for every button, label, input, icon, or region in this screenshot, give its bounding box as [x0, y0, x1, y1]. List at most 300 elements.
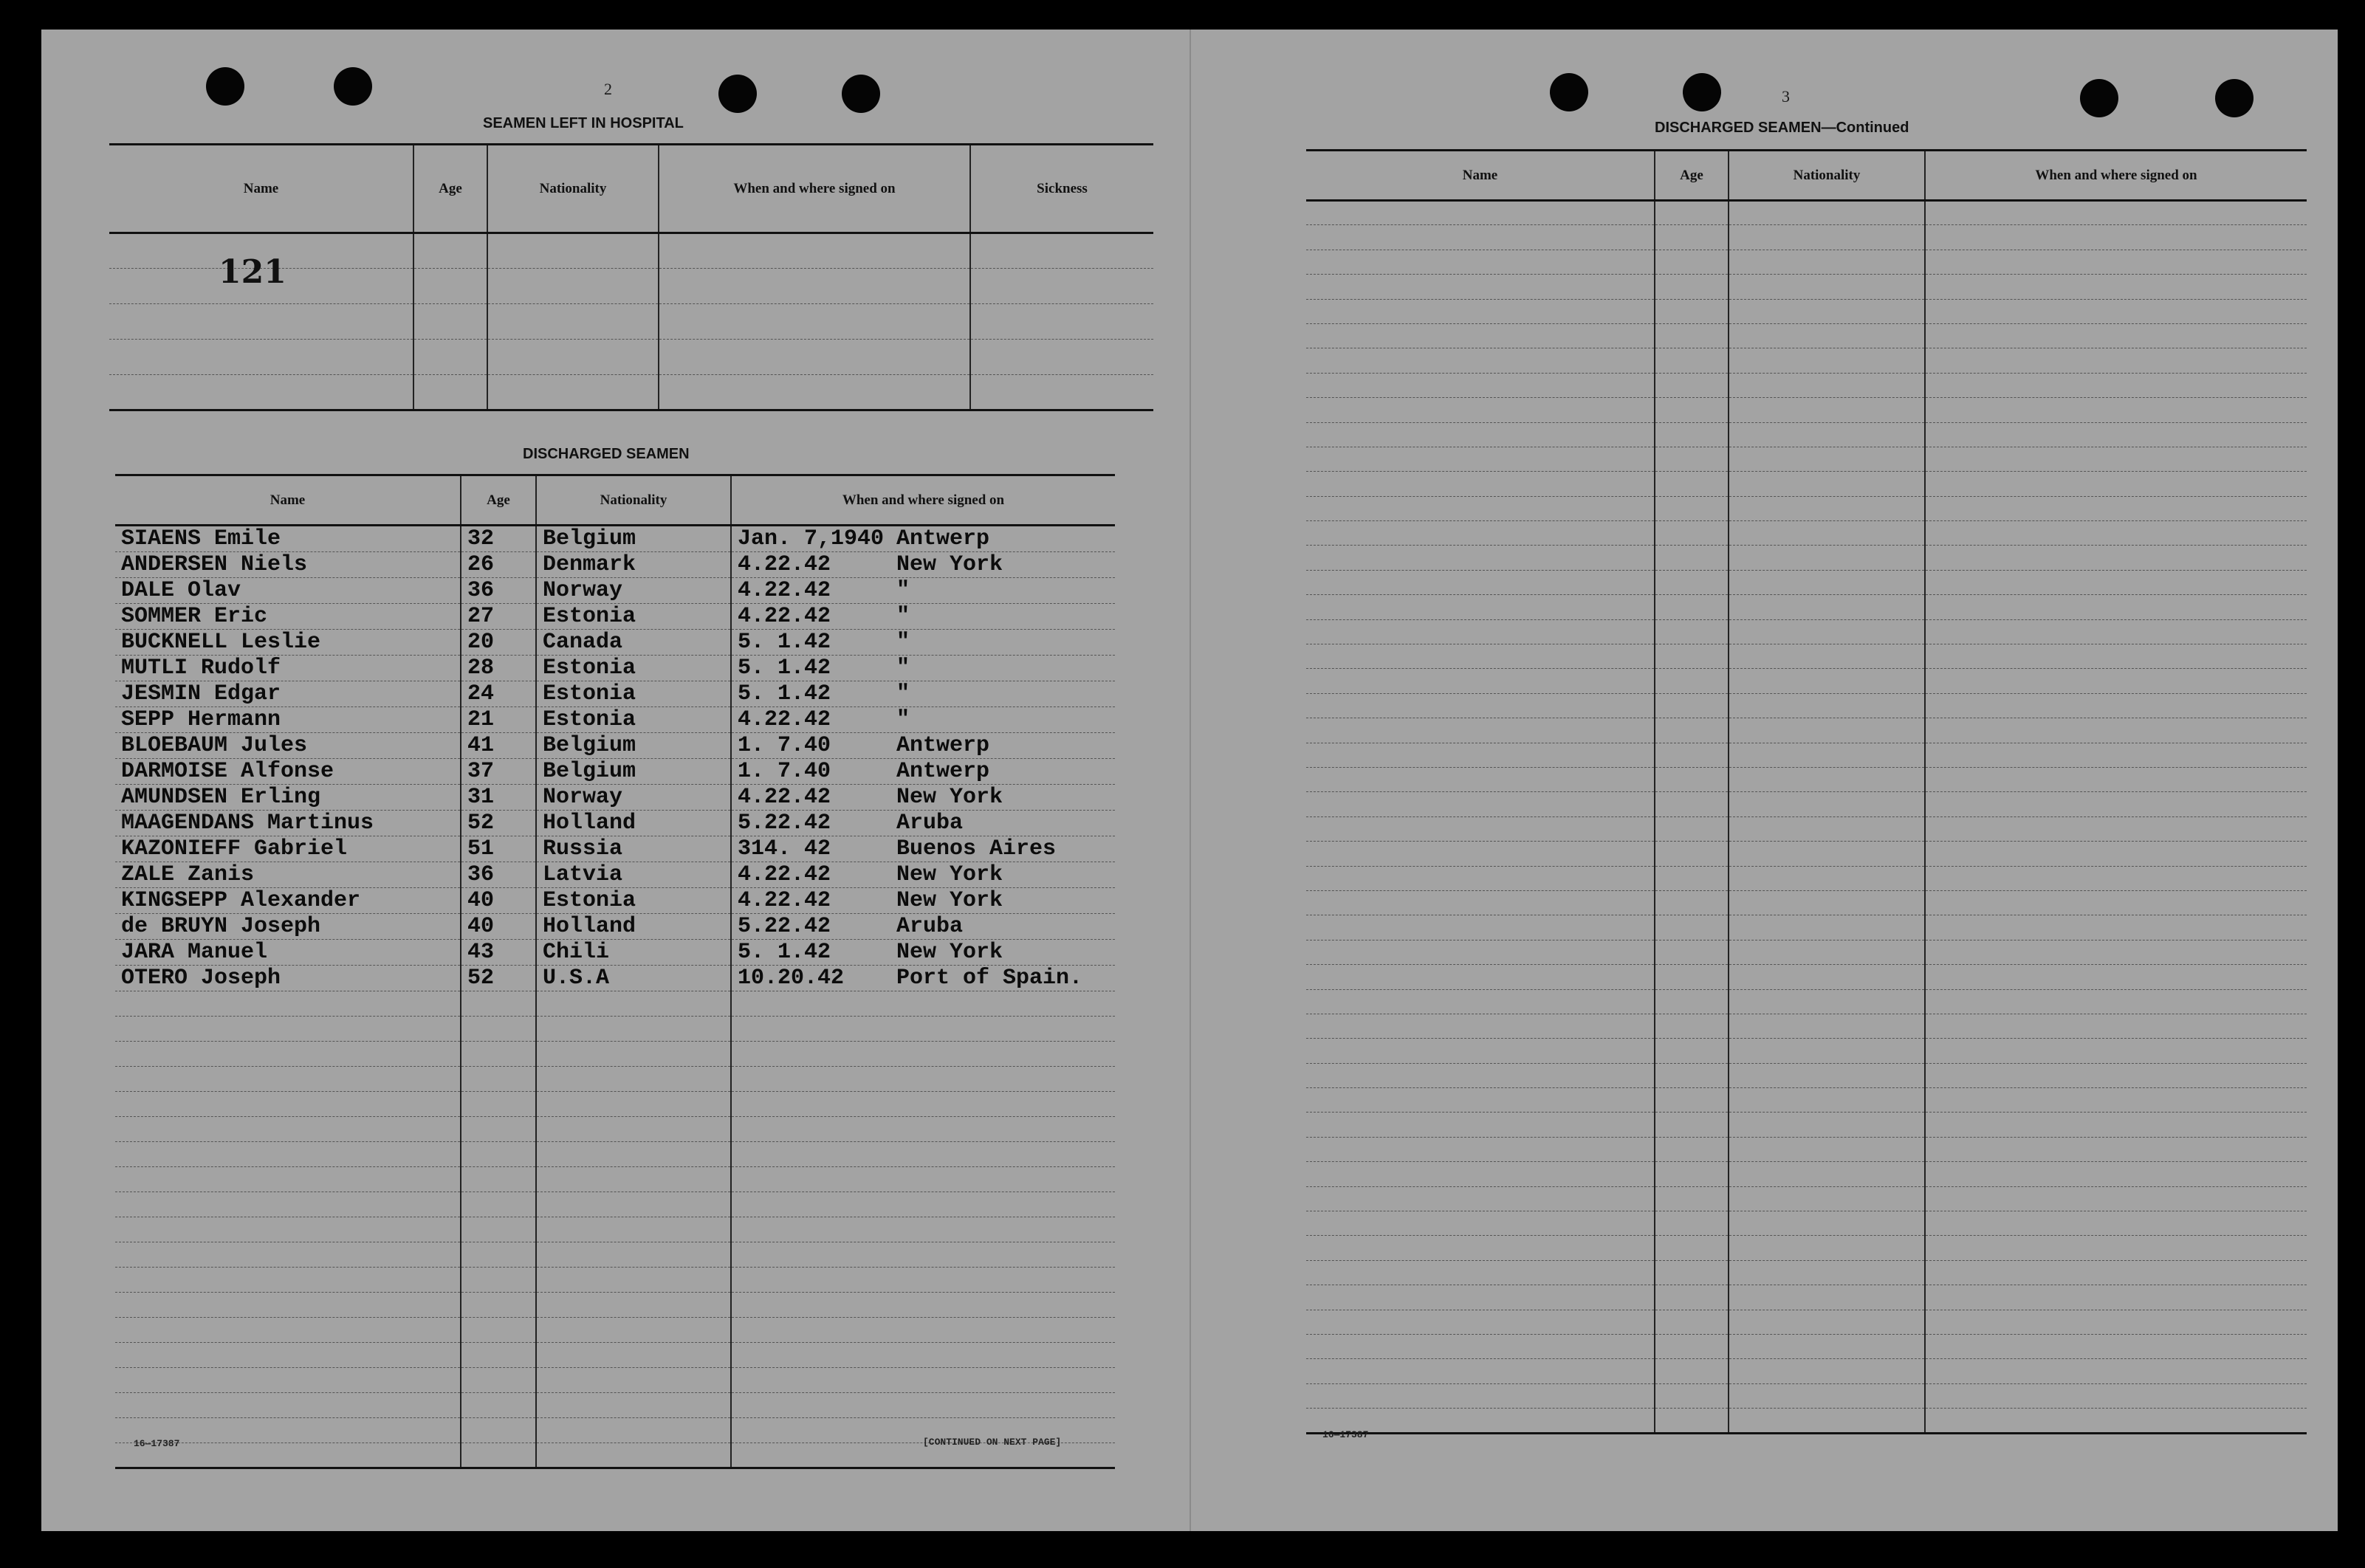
blank-cell [1729, 940, 1925, 964]
seaman-name: DARMOISE Alfonse [115, 759, 461, 785]
seaman-nationality: Estonia [536, 604, 731, 630]
seaman-name: SEPP Hermann [115, 707, 461, 733]
punch-hole [2215, 79, 2254, 117]
seaman-age: 28 [461, 656, 536, 681]
col-age: Age [461, 475, 536, 526]
blank-cell [1925, 965, 2307, 989]
seaman-nationality: Estonia [536, 681, 731, 707]
blank-cell [1729, 1063, 1925, 1087]
blank-cell [1729, 1211, 1925, 1236]
blank-cell [1306, 1162, 1655, 1186]
blank-cell [461, 1092, 536, 1117]
blank-cell [1306, 570, 1655, 594]
blank-row [1306, 792, 2307, 816]
blank-cell [1306, 1285, 1655, 1310]
blank-cell [1655, 323, 1729, 348]
blank-cell [461, 1443, 536, 1468]
seaman-signed-on [731, 811, 1115, 836]
blank-row [1306, 1310, 2307, 1334]
blank-cell [1655, 1260, 1729, 1285]
blank-cell [1655, 965, 1729, 989]
blank-row [1306, 890, 2307, 915]
blank-cell [461, 1017, 536, 1042]
blank-cell [1729, 1113, 1925, 1137]
blank-row [1306, 1409, 2307, 1433]
blank-cell [115, 1017, 461, 1042]
seaman-name: AMUNDSEN Erling [115, 785, 461, 811]
blank-row [115, 1042, 1115, 1067]
signed-place: Aruba [896, 811, 964, 836]
blank-cell [461, 1042, 536, 1067]
table-row [115, 914, 1115, 940]
blank-cell [1655, 348, 1729, 373]
signed-place: " [896, 707, 910, 732]
signed-place: New York [896, 862, 1003, 887]
seaman-name: MAAGENDANS Martinus [115, 811, 461, 836]
blank-row [1306, 521, 2307, 546]
seaman-name: KINGSEPP Alexander [115, 888, 461, 914]
signed-date: 5.22.42 [738, 811, 831, 836]
col-age: Age [1655, 151, 1729, 201]
left-page [41, 30, 1190, 1531]
blank-row [1306, 1285, 2307, 1310]
blank-row [1306, 915, 2307, 940]
signed-place: Port of Spain. [896, 966, 1083, 991]
blank-row [1306, 1137, 2307, 1161]
seaman-signed-on [731, 966, 1115, 991]
signed-place: " [896, 604, 910, 629]
blank-cell [1925, 201, 2307, 225]
blank-cell [1306, 348, 1655, 373]
blank-cell [1729, 1236, 1925, 1260]
blank-cell [1925, 1039, 2307, 1063]
blank-cell [1729, 422, 1925, 447]
form-number: 16—17387 [1322, 1429, 1369, 1440]
blank-cell [1655, 1014, 1729, 1038]
discharged-table [115, 474, 1115, 1469]
blank-cell [731, 1042, 1115, 1067]
blank-cell [731, 1117, 1115, 1142]
col-signed-on: When and where signed on [731, 475, 1115, 526]
seaman-age: 52 [461, 966, 536, 991]
signed-date: 1. 7.40 [738, 733, 831, 758]
seaman-signed-on [731, 604, 1115, 630]
blank-cell [536, 1318, 731, 1343]
blank-row [115, 1242, 1115, 1268]
seaman-signed-on [731, 785, 1115, 811]
blank-cell [1729, 890, 1925, 915]
blank-cell [536, 1343, 731, 1368]
blank-cell [1655, 1137, 1729, 1161]
blank-cell [461, 1343, 536, 1368]
punch-hole [334, 67, 372, 106]
blank-cell [115, 1192, 461, 1217]
blank-cell [1925, 743, 2307, 767]
seaman-nationality: Norway [536, 578, 731, 604]
table-row [115, 759, 1115, 785]
blank-row [115, 1368, 1115, 1393]
signed-date: 4.22.42 [738, 888, 831, 913]
blank-cell [536, 1418, 731, 1443]
blank-cell [1306, 1039, 1655, 1063]
blank-cell [1655, 718, 1729, 743]
table-row [115, 966, 1115, 991]
blank-row [1306, 718, 2307, 743]
blank-row [1306, 373, 2307, 397]
blank-cell [1655, 201, 1729, 225]
blank-cell [536, 1092, 731, 1117]
blank-row [1306, 842, 2307, 866]
blank-cell [115, 1242, 461, 1268]
seaman-age: 52 [461, 811, 536, 836]
col-nationality: Nationality [536, 475, 731, 526]
blank-row [1306, 1014, 2307, 1038]
blank-cell [1306, 1186, 1655, 1211]
blank-cell [461, 1368, 536, 1393]
blank-cell [1925, 447, 2307, 471]
seaman-signed-on [731, 578, 1115, 604]
seaman-age: 26 [461, 552, 536, 578]
blank-cell [1306, 373, 1655, 397]
blank-row [1306, 1211, 2307, 1236]
blank-cell [1925, 669, 2307, 693]
blank-cell [115, 1117, 461, 1142]
blank-cell [1729, 275, 1925, 299]
blank-cell [1925, 1359, 2307, 1383]
blank-row [1306, 398, 2307, 422]
col-signed-on: When and where signed on [659, 145, 970, 233]
blank-cell [1729, 201, 1925, 225]
blank-cell [731, 1293, 1115, 1318]
seaman-nationality: Belgium [536, 759, 731, 785]
blank-cell [1655, 1285, 1729, 1310]
blank-cell [731, 1242, 1115, 1268]
blank-cell [1729, 1409, 1925, 1433]
seaman-age: 21 [461, 707, 536, 733]
blank-cell [1655, 1063, 1729, 1087]
seaman-signed-on [731, 862, 1115, 888]
hospital-section-title: SEAMEN LEFT IN HOSPITAL [483, 115, 684, 131]
blank-cell [1925, 767, 2307, 791]
seaman-name: SIAENS Emile [115, 526, 461, 552]
blank-cell [1655, 1039, 1729, 1063]
seaman-name: KAZONIEFF Gabriel [115, 836, 461, 862]
signed-date: 5. 1.42 [738, 681, 831, 706]
blank-cell [1655, 570, 1729, 594]
blank-row [115, 991, 1115, 1017]
blank-cell [1306, 472, 1655, 496]
seaman-age: 51 [461, 836, 536, 862]
blank-cell [115, 1343, 461, 1368]
col-age: Age [413, 145, 487, 233]
col-sickness: Sickness [970, 145, 1153, 233]
table-row [115, 707, 1115, 733]
blank-cell [1655, 989, 1729, 1014]
blank-cell [1729, 1260, 1925, 1285]
blank-row [1306, 1063, 2307, 1087]
blank-cell [1306, 422, 1655, 447]
blank-cell [1729, 915, 1925, 940]
blank-cell [461, 1293, 536, 1318]
blank-cell [536, 1368, 731, 1393]
blank-row [1306, 1236, 2307, 1260]
signed-place: Buenos Aires [896, 836, 1057, 862]
right-page [1190, 30, 2338, 1531]
table-row [115, 681, 1115, 707]
blank-cell [1729, 1359, 1925, 1383]
seaman-nationality: U.S.A [536, 966, 731, 991]
blank-cell [1655, 792, 1729, 816]
blank-row [115, 1343, 1115, 1368]
blank-row [115, 1268, 1115, 1293]
seaman-nationality: Canada [536, 630, 731, 656]
signed-date: 1. 7.40 [738, 759, 831, 784]
blank-cell [731, 1142, 1115, 1167]
punch-hole [2080, 79, 2118, 117]
blank-cell [1729, 1039, 1925, 1063]
seaman-nationality: Belgium [536, 733, 731, 759]
blank-cell [461, 1242, 536, 1268]
blank-cell [1925, 1014, 2307, 1038]
blank-cell [731, 1017, 1115, 1042]
table-row [115, 578, 1115, 604]
col-nationality: Nationality [487, 145, 659, 233]
blank-row [1306, 644, 2307, 669]
blank-cell [1306, 989, 1655, 1014]
blank-cell [461, 1268, 536, 1293]
blank-cell [115, 1393, 461, 1418]
seaman-age: 24 [461, 681, 536, 707]
blank-cell [1306, 816, 1655, 841]
blank-cell [1306, 1014, 1655, 1038]
blank-cell [1925, 718, 2307, 743]
blank-cell [536, 991, 731, 1017]
blank-row [115, 1017, 1115, 1042]
blank-cell [1306, 619, 1655, 644]
blank-cell [1729, 447, 1925, 471]
blank-cell [461, 1067, 536, 1092]
blank-row [115, 1293, 1115, 1318]
blank-cell [1925, 570, 2307, 594]
seaman-name: BLOEBAUM Jules [115, 733, 461, 759]
table-row [115, 785, 1115, 811]
blank-cell [536, 1268, 731, 1293]
blank-cell [1925, 1211, 2307, 1236]
punch-hole [718, 75, 757, 113]
blank-cell [1925, 816, 2307, 841]
seaman-age: 36 [461, 862, 536, 888]
blank-row [1306, 422, 2307, 447]
blank-cell [1655, 398, 1729, 422]
table-row [115, 630, 1115, 656]
seaman-age: 43 [461, 940, 536, 966]
blank-row [1306, 619, 2307, 644]
blank-cell [461, 1418, 536, 1443]
blank-cell [1925, 989, 2307, 1014]
signed-place: New York [896, 785, 1003, 810]
blank-cell [1655, 890, 1729, 915]
signed-place: Antwerp [896, 526, 990, 551]
blank-cell [1306, 1359, 1655, 1383]
seaman-nationality: Denmark [536, 552, 731, 578]
seaman-nationality: Chili [536, 940, 731, 966]
blank-cell [1729, 1014, 1925, 1038]
seaman-name: JARA Manuel [115, 940, 461, 966]
signed-date: 5.22.42 [738, 914, 831, 939]
seaman-name: ZALE Zanis [115, 862, 461, 888]
seaman-signed-on [731, 526, 1115, 552]
blank-cell [461, 1318, 536, 1343]
blank-cell [1729, 250, 1925, 274]
blank-cell [1729, 767, 1925, 791]
blank-cell [1655, 644, 1729, 669]
blank-cell [1729, 743, 1925, 767]
blank-cell [1306, 669, 1655, 693]
blank-cell [1925, 940, 2307, 964]
blank-cell [1306, 940, 1655, 964]
blank-cell [1655, 816, 1729, 841]
blank-cell [1306, 225, 1655, 250]
blank-row [1306, 1162, 2307, 1186]
blank-cell [1925, 373, 2307, 397]
signed-date: 5. 1.42 [738, 656, 831, 681]
blank-cell [1655, 915, 1729, 940]
blank-cell [1925, 915, 2307, 940]
seaman-age: 27 [461, 604, 536, 630]
blank-cell [1925, 275, 2307, 299]
blank-cell [1925, 792, 2307, 816]
seaman-age: 37 [461, 759, 536, 785]
blank-cell [1925, 1063, 2307, 1087]
blank-row [1306, 201, 2307, 225]
blank-cell [536, 1067, 731, 1092]
blank-cell [1925, 1137, 2307, 1161]
blank-row [1306, 546, 2307, 570]
signed-date: 4.22.42 [738, 785, 831, 810]
punch-hole [1550, 73, 1588, 111]
blank-cell [1925, 842, 2307, 866]
blank-cell [1925, 1260, 2307, 1285]
seaman-age: 40 [461, 888, 536, 914]
continued-note: [CONTINUED ON NEXT PAGE] [923, 1437, 1062, 1448]
blank-cell [1655, 842, 1729, 866]
blank-cell [1925, 422, 2307, 447]
punch-hole [1683, 73, 1721, 111]
punch-hole [206, 67, 244, 106]
discharged-continued-table [1306, 149, 2307, 1434]
seaman-signed-on [731, 707, 1115, 733]
blank-cell [115, 991, 461, 1017]
blank-row [1306, 743, 2307, 767]
blank-cell [1306, 767, 1655, 791]
blank-row [115, 1167, 1115, 1192]
seaman-signed-on [731, 733, 1115, 759]
signed-place: " [896, 630, 910, 655]
blank-cell [1925, 644, 2307, 669]
blank-cell [1729, 718, 1925, 743]
blank-cell [1306, 275, 1655, 299]
blank-cell [461, 1117, 536, 1142]
blank-cell [1655, 447, 1729, 471]
blank-cell [1655, 299, 1729, 323]
blank-cell [1655, 619, 1729, 644]
blank-cell [1655, 1409, 1729, 1433]
punch-hole [842, 75, 880, 113]
blank-cell [1655, 940, 1729, 964]
blank-cell [1655, 767, 1729, 791]
blank-cell [1729, 1162, 1925, 1186]
seaman-name: de BRUYN Joseph [115, 914, 461, 940]
blank-cell [536, 1117, 731, 1142]
table-row [115, 811, 1115, 836]
blank-row [1306, 816, 2307, 841]
seaman-signed-on [731, 656, 1115, 681]
blank-cell [1925, 472, 2307, 496]
blank-cell [1729, 842, 1925, 866]
seaman-name: DALE Olav [115, 578, 461, 604]
blank-cell [536, 1142, 731, 1167]
blank-row [115, 1318, 1115, 1343]
blank-cell [1729, 496, 1925, 520]
signed-date: 4.22.42 [738, 862, 831, 887]
blank-cell [1306, 866, 1655, 890]
blank-cell [1925, 1285, 2307, 1310]
blank-cell [731, 1217, 1115, 1242]
blank-cell [1655, 866, 1729, 890]
blank-row [1306, 275, 2307, 299]
blank-row [1306, 1359, 2307, 1383]
col-nationality: Nationality [1729, 151, 1925, 201]
blank-cell [1925, 866, 2307, 890]
blank-cell [1306, 644, 1655, 669]
blank-cell [461, 1217, 536, 1242]
blank-cell [1655, 669, 1729, 693]
blank-cell [1729, 299, 1925, 323]
blank-row [1306, 767, 2307, 791]
blank-cell [1729, 373, 1925, 397]
blank-cell [1306, 1383, 1655, 1408]
table-row [115, 862, 1115, 888]
table-row [115, 656, 1115, 681]
blank-row [1306, 250, 2307, 274]
seaman-signed-on [731, 914, 1115, 940]
blank-cell [1925, 1409, 2307, 1433]
seaman-nationality: Latvia [536, 862, 731, 888]
table-row [115, 888, 1115, 914]
blank-cell [1729, 1383, 1925, 1408]
blank-cell [1655, 250, 1729, 274]
blank-cell [1729, 1334, 1925, 1358]
blank-cell [1925, 1310, 2307, 1334]
blank-cell [1655, 1334, 1729, 1358]
blank-cell [1925, 890, 2307, 915]
blank-cell [1729, 1285, 1925, 1310]
blank-cell [731, 1393, 1115, 1418]
seaman-nationality: Russia [536, 836, 731, 862]
blank-cell [1306, 1236, 1655, 1260]
table-row [115, 552, 1115, 578]
blank-cell [1925, 693, 2307, 718]
blank-cell [1655, 373, 1729, 397]
col-name: Name [1306, 151, 1655, 201]
blank-row [115, 1142, 1115, 1167]
blank-cell [1925, 595, 2307, 619]
blank-cell [731, 1092, 1115, 1117]
blank-cell [1925, 521, 2307, 546]
blank-cell [1306, 250, 1655, 274]
blank-cell [1729, 595, 1925, 619]
blank-cell [1655, 546, 1729, 570]
